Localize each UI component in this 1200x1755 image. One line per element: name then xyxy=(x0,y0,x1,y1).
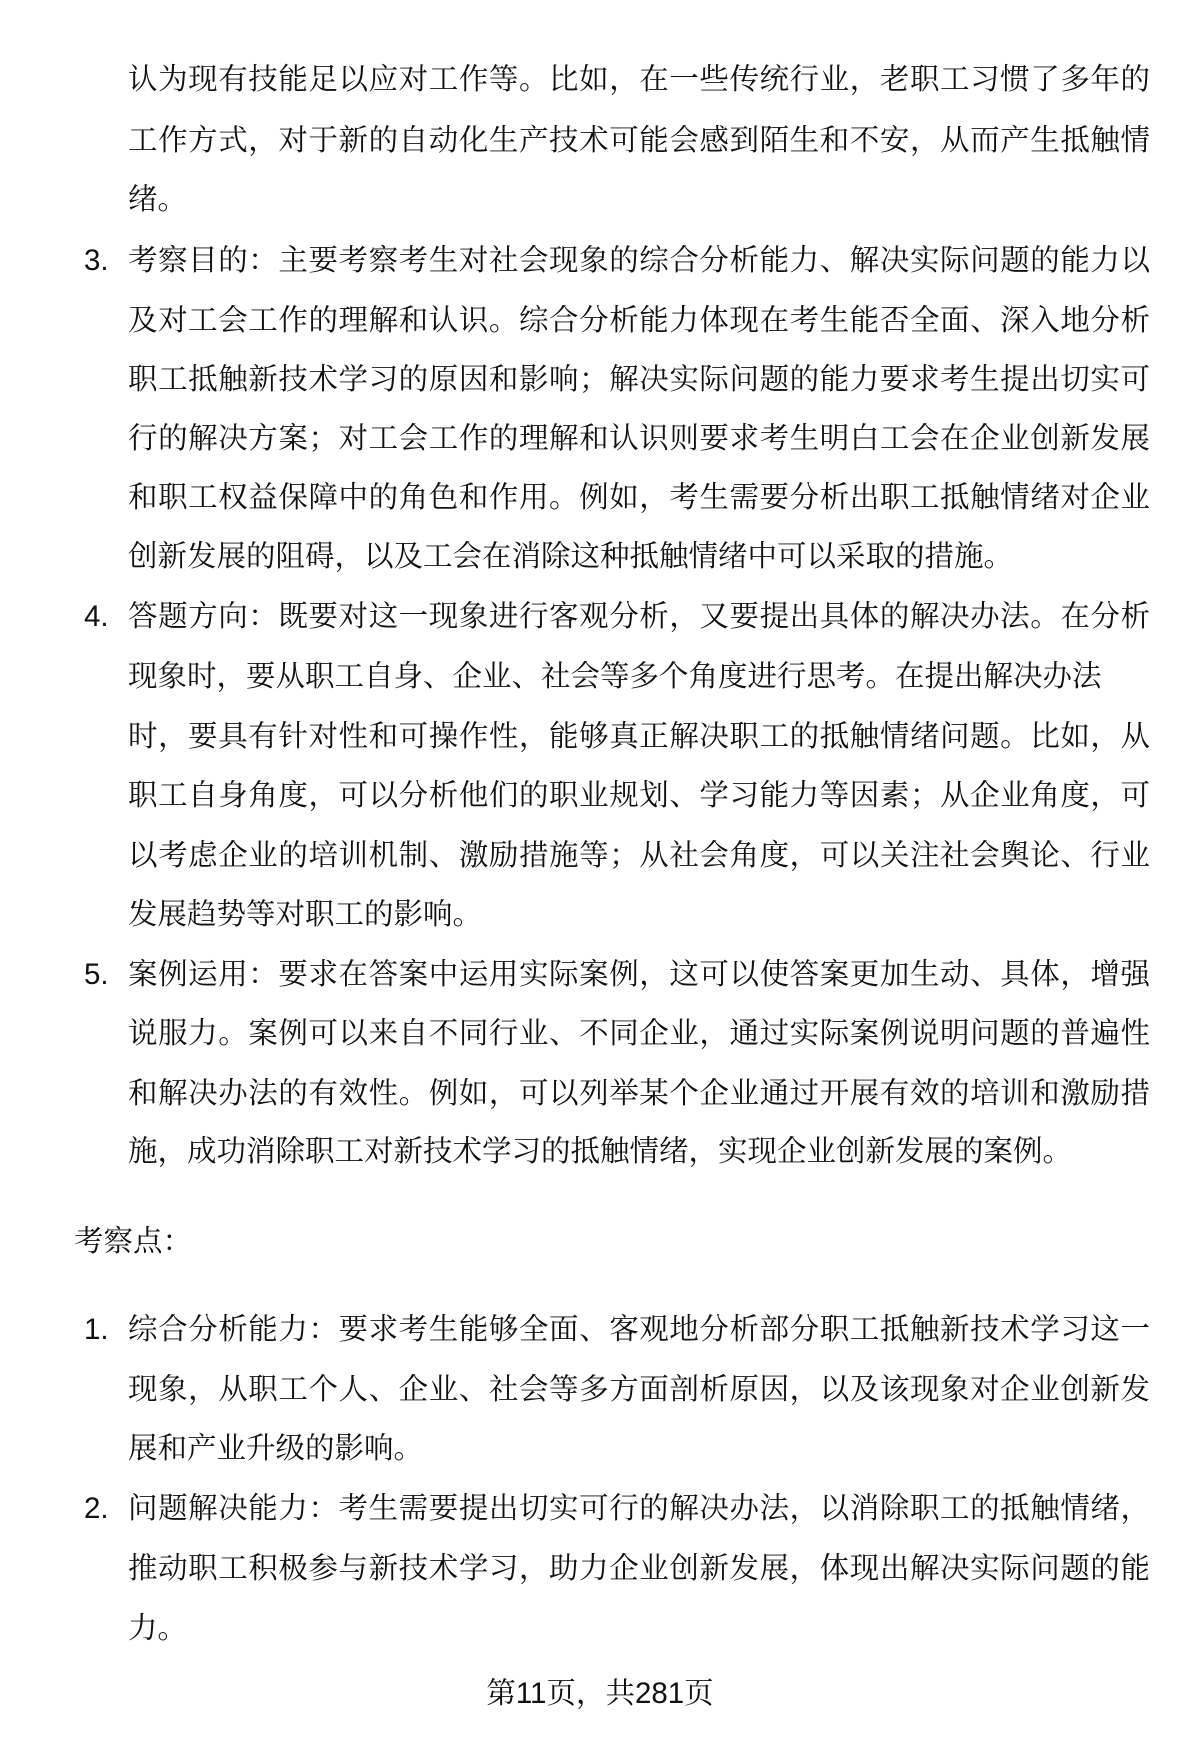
list-item-line: 和解决办法的有效性。例如，可以列举某个企业通过开展有效的培训和激励措 xyxy=(128,1077,1150,1110)
list-item-line: 行的解决方案；对工会工作的理解和认识则要求考生明白工会在企业创新发展 xyxy=(128,422,1150,455)
list-item-line: 现象时，要从职工自身、企业、社会等多个角度进行思考。在提出解决办法 xyxy=(128,660,1102,693)
section-heading: 考察点： xyxy=(74,1225,193,1258)
paragraph-line: 工作方式，对于新的自动化生产技术可能会感到陌生和不安，从而产生抵触情 xyxy=(128,124,1150,157)
list-item-line: 职工抵触新技术学习的原因和影响；解决实际问题的能力要求考生提出切实可 xyxy=(128,363,1150,396)
list-item-line: 综合分析能力：要求考生能够全面、客观地分析部分职工抵触新技术学习这一 xyxy=(128,1313,1150,1346)
list-item-line: 力。 xyxy=(128,1612,188,1645)
list-number: 2. xyxy=(84,1492,109,1525)
list-item-line: 案例运用：要求在答案中运用实际案例，这可以使答案更加生动、具体，增强 xyxy=(128,958,1150,991)
page-number-footer: 第11页，共281页 xyxy=(486,1677,714,1710)
list-item-line: 推动职工积极参与新技术学习，助力企业创新发展，体现出解决实际问题的能 xyxy=(128,1552,1150,1585)
list-item-line: 和职工权益保障中的角色和作用。例如，考生需要分析出职工抵触情绪对企业 xyxy=(128,481,1150,514)
list-item-line: 及对工会工作的理解和认识。综合分析能力体现在考生能否全面、深入地分析 xyxy=(128,304,1150,337)
list-number: 5. xyxy=(84,958,109,991)
list-item-line: 时，要具有针对性和可操作性，能够真正解决职工的抵触情绪问题。比如，从 xyxy=(128,720,1150,753)
list-item-line: 施，成功消除职工对新技术学习的抵触情绪，实现企业创新发展的案例。 xyxy=(128,1135,1073,1168)
list-number: 1. xyxy=(84,1313,109,1346)
list-number: 4. xyxy=(84,600,109,633)
list-item-line: 答题方向：既要对这一现象进行客观分析，又要提出具体的解决办法。在分析 xyxy=(128,600,1150,633)
list-item-line: 展和产业升级的影响。 xyxy=(128,1432,424,1465)
list-item-line: 问题解决能力：考生需要提出切实可行的解决办法，以消除职工的抵触情绪， xyxy=(128,1492,1150,1525)
list-number: 3. xyxy=(84,244,109,277)
list-item-line: 发展趋势等对职工的影响。 xyxy=(128,898,483,931)
paragraph-line: 绪。 xyxy=(128,183,188,216)
list-item-line: 现象，从职工个人、企业、社会等多方面剖析原因，以及该现象对企业创新发 xyxy=(128,1373,1150,1406)
list-item-line: 职工自身角度，可以分析他们的职业规划、学习能力等因素；从企业角度，可 xyxy=(128,779,1150,812)
paragraph-line: 认为现有技能足以应对工作等。比如，在一些传统行业，老职工习惯了多年的 xyxy=(128,63,1150,96)
list-item-line: 创新发展的阻碍，以及工会在消除这种抵触情绪中可以采取的措施。 xyxy=(128,540,1014,573)
list-item-line: 说服力。案例可以来自不同行业、不同企业，通过实际案例说明问题的普遍性 xyxy=(128,1017,1150,1050)
list-item-line: 考察目的：主要考察考生对社会现象的综合分析能力、解决实际问题的能力以 xyxy=(128,244,1150,277)
list-item-line: 以考虑企业的培训机制、激励措施等；从社会角度，可以关注社会舆论、行业 xyxy=(128,839,1150,872)
